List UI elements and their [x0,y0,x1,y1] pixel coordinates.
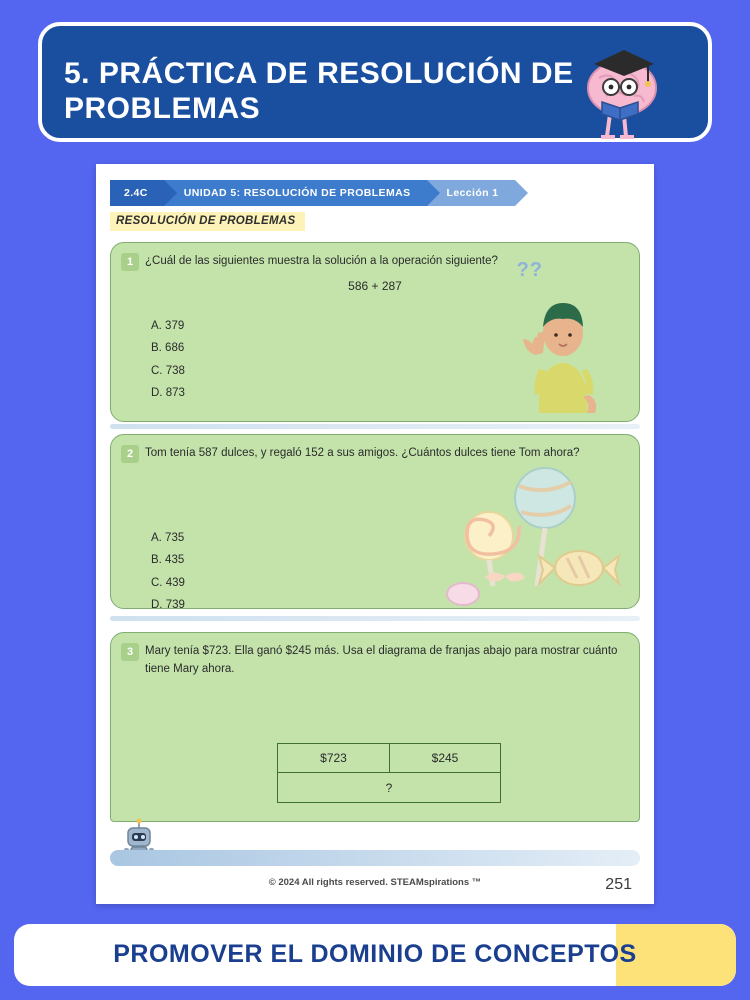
choice-option[interactable]: C. 439 [151,576,185,589]
section-label: RESOLUCIÓN DE PROBLEMAS [110,212,305,231]
question-marks-decoration: ?? [516,259,543,281]
worksheet-page [96,164,654,904]
breadcrumb-lesson: Lección 1 [427,180,515,206]
question-text: Tom tenía 587 dulces, y regaló 152 a sus amigos. ¿Cuántos dulces tiene Tom ahora? [145,447,580,459]
choice-option[interactable]: D. 873 [151,387,185,400]
strip-diagram-bottom-row [277,773,501,803]
choice-option[interactable]: B. 435 [151,554,185,567]
question-card [110,632,640,822]
question-card [110,434,640,609]
footer-decoration-bar [110,850,640,866]
page-number: 251 [605,876,632,893]
question-number: 1 [121,253,139,271]
card-divider [110,424,640,429]
choice-list [151,315,185,405]
question-equation: 586 + 287 [348,279,402,293]
brain-graduate-icon [554,38,684,142]
question-text: Mary tenía $723. Ella ganó $245 más. Usa el diagrama de franjas abajo para mostrar cuánto tiene Mary ahora. [145,645,618,675]
choice-option[interactable]: A. 379 [151,320,185,332]
choice-option[interactable]: A. 735 [151,532,185,544]
header-banner [38,22,712,142]
bottom-banner-text: PROMOVER EL DOMINIO DE CONCEPTOS [113,940,637,968]
choice-option[interactable]: B. 686 [151,342,185,355]
strip-cell-right: $245 [389,743,501,773]
breadcrumb [110,180,515,206]
question-card [110,242,640,422]
strip-diagram-top-row [277,743,501,773]
strip-cell-left: $723 [277,743,389,773]
page-title: 5. PRÁCTICA DE RESOLUCIÓN DE PROBLEMAS [64,57,574,126]
boy-illustration-icon [517,285,609,413]
choice-list [151,527,185,609]
question-text: ¿Cuál de las siguientes muestra la solución a la operación siguiente? [145,255,498,267]
candy-illustration-icon [427,458,627,608]
bottom-banner [14,924,736,986]
choice-option[interactable]: D. 739 [151,599,185,609]
strip-cell-total: ? [277,773,501,803]
breadcrumb-unit: UNIDAD 5: RESOLUCIÓN DE PROBLEMAS [164,180,427,206]
choice-option[interactable]: C. 738 [151,364,185,377]
copyright-text: © 2024 All rights reserved. STEAMspirations ™ [268,877,482,888]
question-number: 2 [121,445,139,463]
question-number: 3 [121,643,139,661]
breadcrumb-code: 2.4C [110,180,164,206]
card-divider [110,616,640,621]
strip-diagram [277,743,501,803]
